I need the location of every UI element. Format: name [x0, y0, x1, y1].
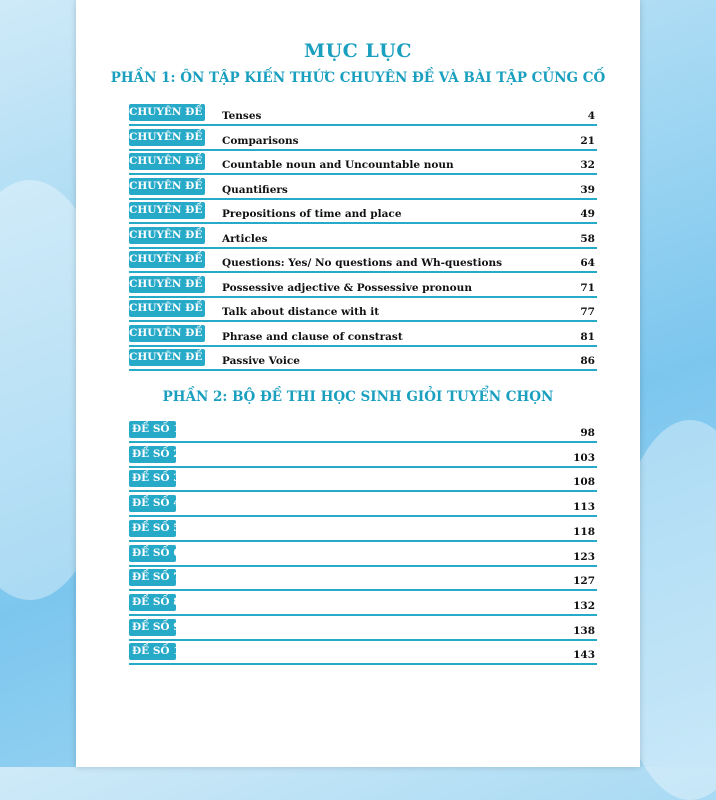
exam-badge: ĐỀ SỐ 5	[129, 520, 176, 537]
row-divider	[129, 663, 597, 665]
toc-row[interactable]	[129, 153, 597, 175]
toc-row[interactable]	[129, 619, 597, 641]
row-divider	[129, 639, 597, 641]
page-number: 103	[573, 451, 595, 464]
row-divider	[129, 247, 597, 249]
topic-title: Countable noun and Uncountable noun	[222, 159, 454, 171]
row-divider	[129, 124, 597, 126]
row-divider	[129, 198, 597, 200]
page-number: 39	[580, 183, 595, 196]
page-number: 108	[573, 476, 595, 489]
topic-title: Passive Voice	[222, 355, 300, 367]
toc-row[interactable]	[129, 643, 597, 665]
toc-row[interactable]	[129, 349, 597, 371]
toc-row[interactable]	[129, 569, 597, 591]
row-divider	[129, 466, 597, 468]
page-number: 64	[580, 257, 595, 269]
page-number: 4	[587, 110, 595, 122]
topic-title: Quantifiers	[222, 183, 288, 196]
toc-row[interactable]	[129, 178, 597, 200]
toc-row[interactable]	[129, 202, 597, 224]
toc-row[interactable]	[129, 470, 597, 492]
page-number: 86	[580, 355, 595, 367]
topic-badge: CHUYÊN ĐỀ 7	[129, 251, 205, 268]
topic-title: Questions: Yes/ No questions and Wh-questions	[222, 257, 502, 269]
exam-badge: ĐỀ SỐ 2	[129, 446, 176, 463]
part-1-heading: PHẦN 1: ÔN TẬP KIẾN THỨC CHUYÊN ĐỀ VÀ BÀI TẬP CỦNG CỐ	[110, 70, 606, 86]
topic-title: Comparisons	[222, 134, 299, 147]
topic-title: Articles	[222, 232, 268, 245]
page-number: 127	[573, 575, 595, 588]
part-2-heading: PHẦN 2: BỘ ĐỀ THI HỌC SINH GIỎI TUYỂN CHỌN	[162, 389, 554, 405]
page-number: 138	[573, 624, 595, 637]
document-page	[76, 0, 640, 767]
page-number: 32	[580, 159, 595, 171]
topic-badge: CHUYÊN ĐỀ 1	[129, 104, 205, 121]
toc-row[interactable]	[129, 520, 597, 542]
topic-badge: CHUYÊN ĐỀ 8	[129, 276, 205, 293]
row-divider	[129, 271, 597, 273]
toc-row[interactable]	[129, 421, 597, 443]
exam-badge: ĐỀ SỐ 1	[129, 421, 176, 438]
exam-badge: ĐỀ SỐ 8	[129, 594, 176, 611]
toc-row[interactable]	[129, 446, 597, 468]
page-number: 113	[573, 501, 595, 514]
toc-row[interactable]	[129, 276, 597, 298]
topic-title: Talk about distance with it	[222, 306, 380, 318]
exam-badge: ĐỀ SỐ 4	[129, 495, 176, 512]
row-divider	[129, 540, 597, 542]
page-number: 49	[580, 208, 595, 220]
row-divider	[129, 515, 597, 517]
page-number: 81	[580, 330, 595, 343]
page-number: 143	[573, 649, 595, 662]
page-number: 118	[573, 525, 595, 538]
row-divider	[129, 345, 597, 347]
page-number: 71	[580, 281, 595, 294]
page-number: 132	[573, 599, 595, 612]
topic-title: Tenses	[222, 110, 262, 122]
topic-badge: CHUYÊN ĐỀ 5	[129, 202, 205, 219]
exam-badge: ĐỀ SỐ 6	[129, 545, 176, 562]
exam-badge: ĐỀ SỐ 9	[129, 619, 176, 636]
row-divider	[129, 441, 597, 443]
row-divider	[129, 320, 597, 322]
page-number: 21	[580, 134, 595, 147]
topic-badge: CHUYÊN ĐỀ 3	[129, 153, 205, 170]
topic-title: Prepositions of time and place	[222, 208, 402, 220]
row-divider	[129, 490, 597, 492]
toc-row[interactable]	[129, 227, 597, 249]
row-divider	[129, 369, 597, 371]
exam-badge: ĐỀ SỐ 3	[129, 470, 176, 487]
row-divider	[129, 614, 597, 616]
row-divider	[129, 173, 597, 175]
row-divider	[129, 222, 597, 224]
toc-row[interactable]	[129, 300, 597, 322]
topic-badge: CHUYÊN ĐỀ 10	[129, 325, 205, 342]
page-title: MỤC LỤC	[304, 40, 412, 62]
toc-row[interactable]	[129, 251, 597, 273]
toc-row[interactable]	[129, 129, 597, 151]
page-number: 58	[580, 232, 595, 245]
topic-badge: CHUYÊN ĐỀ 4	[129, 178, 205, 195]
topic-title: Phrase and clause of constrast	[222, 330, 403, 343]
row-divider	[129, 589, 597, 591]
toc-row[interactable]	[129, 325, 597, 347]
exam-badge: ĐỀ SỐ 10	[129, 643, 176, 660]
toc-row[interactable]	[129, 594, 597, 616]
topic-badge: CHUYÊN ĐỀ 6	[129, 227, 205, 244]
topic-title: Possessive adjective & Possessive pronoun	[222, 281, 472, 294]
row-divider	[129, 565, 597, 567]
exam-badge: ĐỀ SỐ 7	[129, 569, 176, 586]
page-number: 77	[580, 306, 595, 318]
page-number: 123	[573, 550, 595, 563]
topic-badge: CHUYÊN ĐỀ 2	[129, 129, 205, 146]
topic-badge: CHUYÊN ĐỀ 9	[129, 300, 205, 317]
toc-row[interactable]	[129, 545, 597, 567]
toc-row[interactable]	[129, 104, 597, 126]
page-number: 98	[580, 427, 595, 439]
topic-badge: CHUYÊN ĐỀ 11	[129, 349, 205, 366]
row-divider	[129, 149, 597, 151]
row-divider	[129, 296, 597, 298]
toc-row[interactable]	[129, 495, 597, 517]
